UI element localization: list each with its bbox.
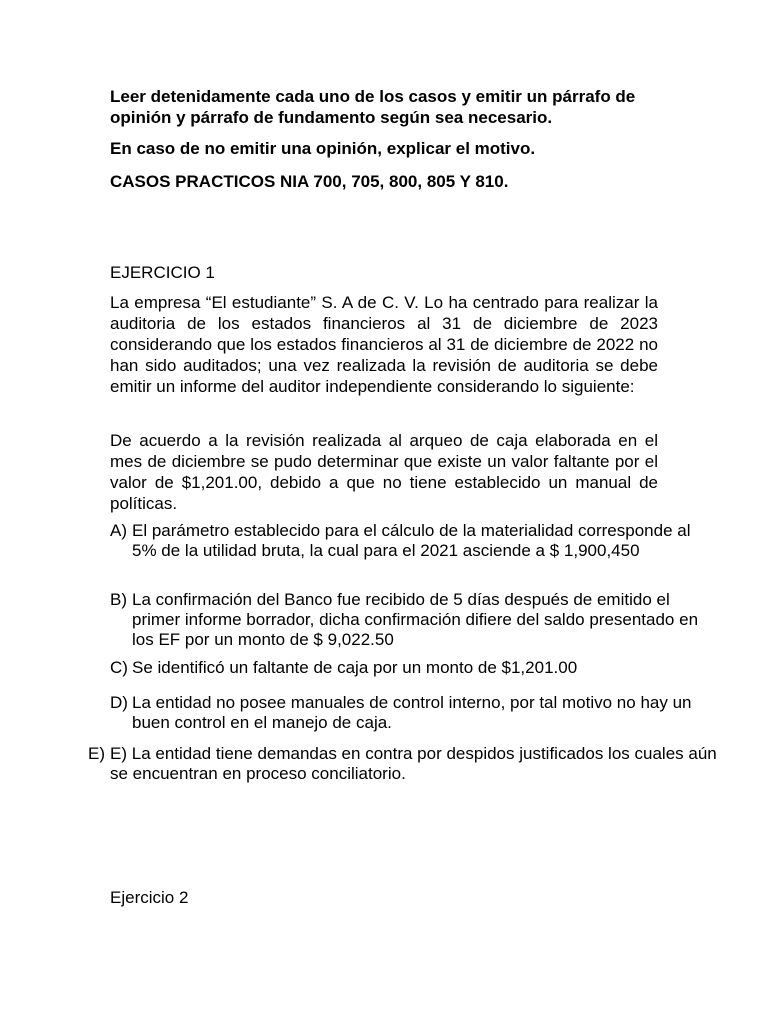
exercise-2-title: Ejercicio 2 [110,888,189,907]
cases-heading: CASOS PRACTICOS NIA 700, 705, 800, 805 Y 810. [110,172,509,191]
list-marker: C) [110,658,128,677]
list-item-e [88,744,722,784]
list-inner-marker: E) [110,744,127,763]
list-item-text: El parámetro establecido para el cálculo de la materialidad corresponde al 5% de la utilidad bruta, la cual para el 2021 asciende a $ 1,900,450 [132,521,691,560]
list-marker: A) [110,521,127,540]
exercise-1-title: EJERCICIO 1 [110,263,215,282]
list-item-e-text: La entidad tiene demandas en contra por despidos justificados los cuales aún se encuentran en proceso conciliatorio. [110,744,717,783]
list-item-text: Se identificó un faltante de caja por un monto de $1,201.00 [132,658,578,677]
list-item-text: La entidad no posee manuales de control interno, por tal motivo no hay un buen control en el manejo de caja. [132,693,692,732]
list-marker: D) [110,693,128,712]
list-item-a [110,521,710,561]
list-marker: B) [110,590,127,609]
list-item-text: La confirmación del Banco fue recibido de 5 días después de emitido el primer informe borrador, dicha confirmación difiere del saldo presentado en los EF por un monto de $ 9,022.50 [132,590,699,649]
list-item-d [110,693,710,733]
list-item-b [110,590,714,650]
list-item-c [110,658,710,678]
list-item-text [88,744,722,784]
list-marker: E) [88,744,105,763]
exercise-1-paragraph-1: La empresa “El estudiante” S. A de C. V. Lo ha centrado para realizar la auditoria de los estados financieros al 31 de diciembre de 2023 considerando que los estados financieros al 31 de diciembre de 2022 no han sido auditados; una vez realizada la revisión de auditoria se debe emitir un informe del auditor independiente considerando lo siguiente: [110,293,658,396]
exercise-1-paragraph-2: De acuerdo a la revisión realizada al arqueo de caja elaborada en el mes de diciembre se pudo determinar que existe un valor faltante por el valor de $1,201.00, debido a que no tiene establecido un manual de políticas. [110,431,658,513]
no-opinion-instruction: En caso de no emitir una opinión, explicar el motivo. [110,139,536,158]
instructions-paragraph: Leer detenidamente cada uno de los casos y emitir un párrafo de opinión y párrafo de fundamento según sea necesario. [110,87,636,127]
